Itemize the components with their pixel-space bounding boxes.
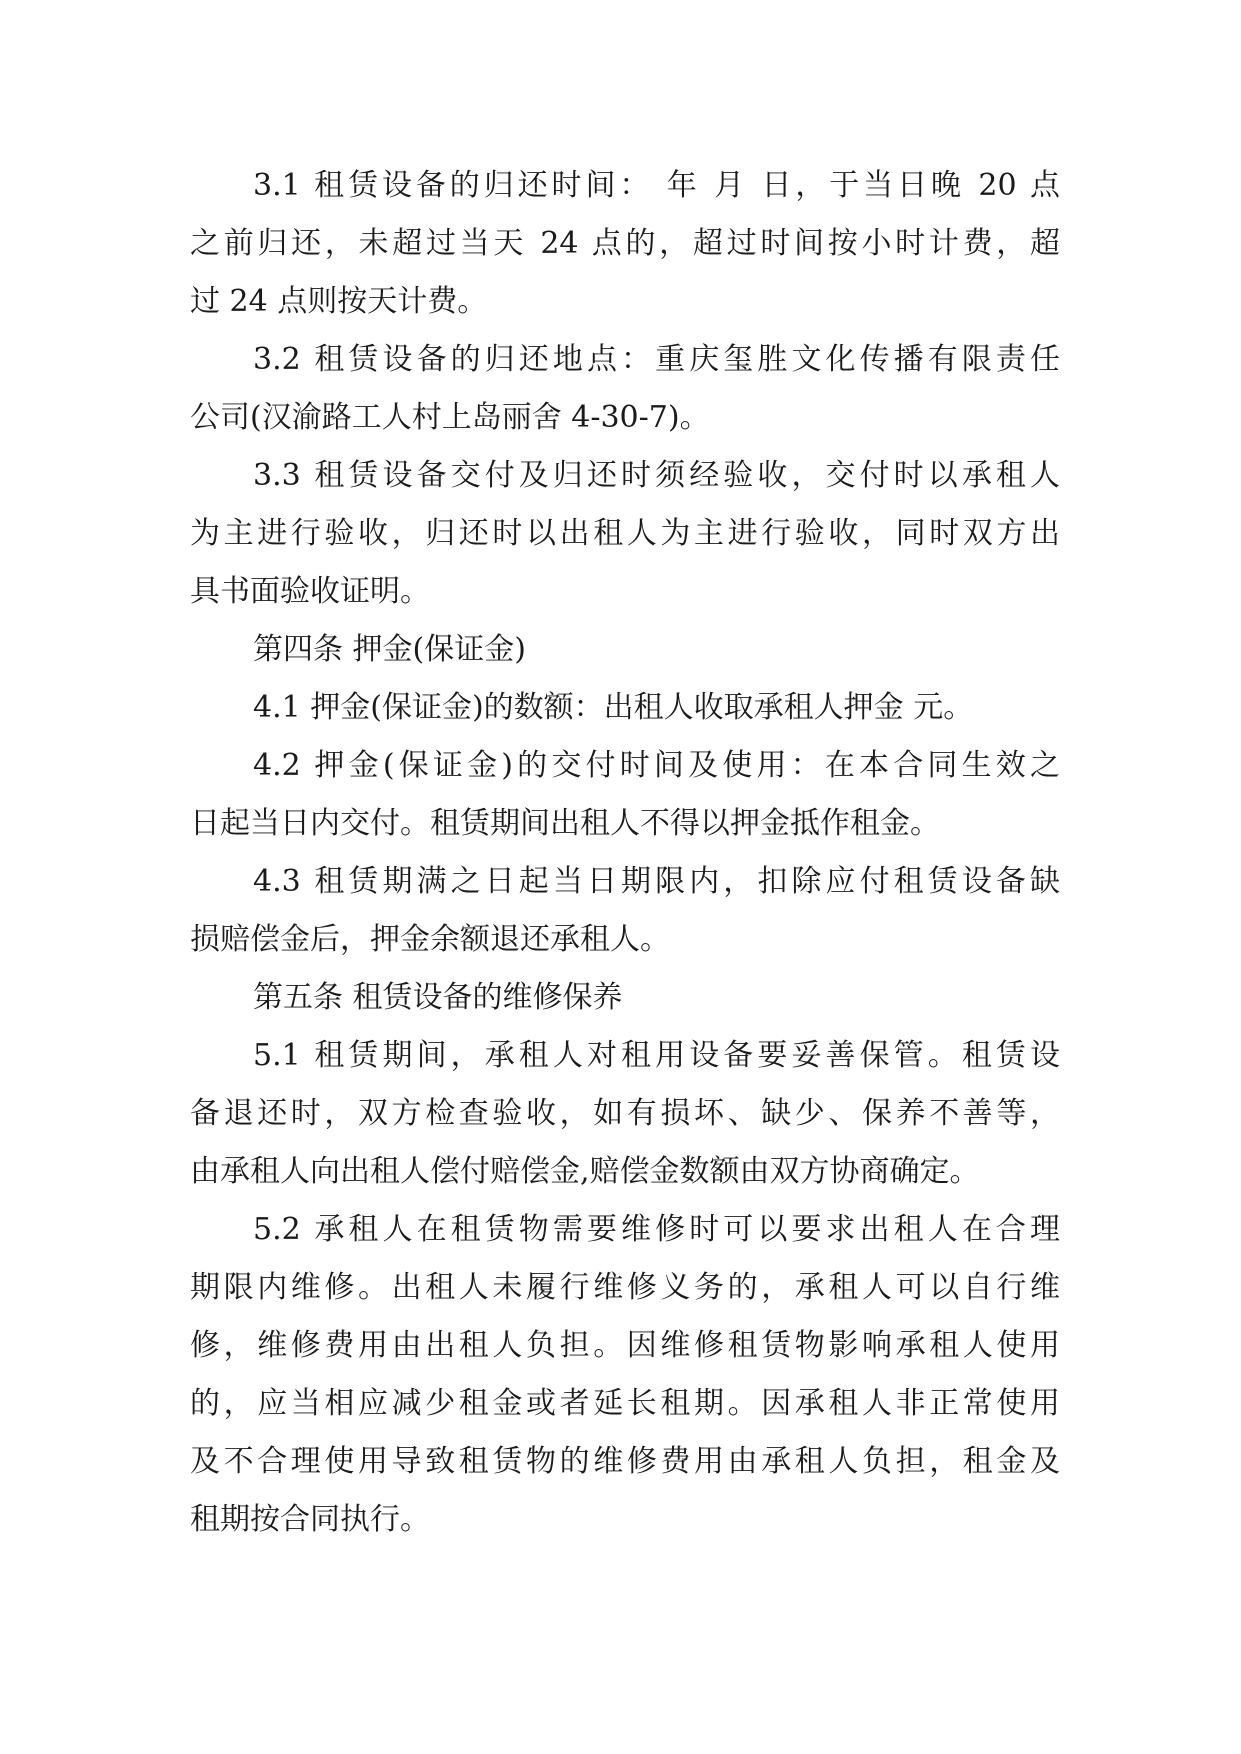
paragraph-3-1-line-3: 过 24 点则按天计费。: [190, 284, 488, 319]
paragraph-5-1-line-2: 备退还时，双方检查验收，如有损坏、缺少、保养不善等，: [190, 1096, 1060, 1131]
paragraph-5-2-line-4: 的，应当相应减少租金或者延长租期。因承租人非正常使用: [190, 1386, 1060, 1421]
paragraph-4-2-line-2: 日起当日内交付。租赁期间出租人不得以押金抵作租金。: [190, 806, 940, 841]
paragraph-5-1-line-1: 5.1 租赁期间，承租人对租用设备要妥善保管。租赁设: [253, 1038, 1060, 1073]
paragraph-5-2-line-2: 期限内维修。出租人未履行维修义务的，承租人可以自行维: [190, 1270, 1060, 1305]
paragraph-3-3-line-3: 具书面验收证明。: [190, 574, 430, 609]
paragraph-3-3-line-2: 为主进行验收，归还时以出租人为主进行验收，同时双方出: [190, 516, 1060, 551]
paragraph-5-1-line-3: 由承租人向出租人偿付赔偿金,赔偿金数额由双方协商确定。: [190, 1154, 980, 1189]
paragraph-5-2-line-6: 租期按合同执行。: [190, 1502, 430, 1537]
paragraph-4-2-line-1: 4.2 押金(保证金)的交付时间及使用：在本合同生效之: [253, 748, 1060, 783]
paragraph-5-2-line-3: 修，维修费用由出租人负担。因维修租赁物影响承租人使用: [190, 1328, 1060, 1363]
paragraph-5-2-line-1: 5.2 承租人在租赁物需要维修时可以要求出租人在合理: [253, 1212, 1060, 1247]
paragraph-3-1-line-2: 之前归还，未超过当天 24 点的，超过时间按小时计费，超: [190, 226, 1060, 261]
paragraph-3-2-line-1: 3.2 租赁设备的归还地点：重庆玺胜文化传播有限责任: [253, 342, 1060, 377]
article-5-heading: 第五条 租赁设备的维修保养: [253, 980, 623, 1015]
paragraph-4-1-line-1: 4.1 押金(保证金)的数额：出租人收取承租人押金 元。: [253, 690, 974, 725]
paragraph-5-2-line-5: 及不合理使用导致租赁物的维修费用由承租人负担，租金及: [190, 1444, 1060, 1479]
paragraph-4-3-line-1: 4.3 租赁期满之日起当日期限内，扣除应付租赁设备缺: [253, 864, 1060, 899]
paragraph-3-3-line-1: 3.3 租赁设备交付及归还时须经验收，交付时以承租人: [253, 458, 1060, 493]
article-4-heading: 第四条 押金(保证金): [253, 632, 526, 667]
paragraph-3-2-line-2: 公司(汉渝路工人村上岛丽舍 4-30-7)。: [190, 400, 710, 435]
paragraph-3-1-line-1: 3.1 租赁设备的归还时间： 年 月 日，于当日晚 20 点: [253, 168, 1060, 203]
paragraph-4-3-line-2: 损赔偿金后，押金余额退还承租人。: [190, 922, 670, 957]
